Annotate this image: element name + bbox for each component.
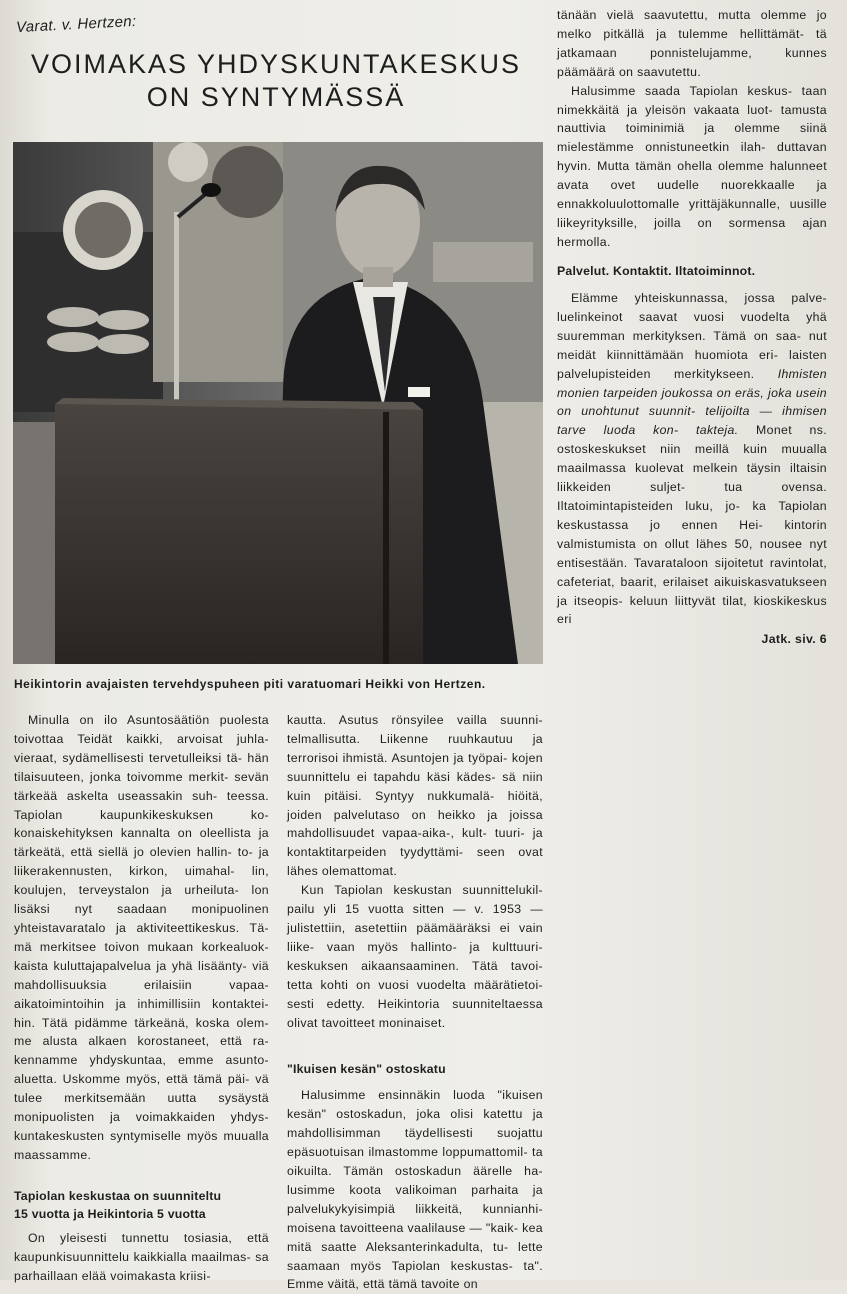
col-b-paragraph-3: Halusimme ensinnäkin luoda "ikuisen kesän" ostoskadun, joka olisi katettu ja mahdollisimman täydellisesti suojattu epäsuotuisan ilmastomme loppumattomil- ta oikuilta. Tämän ostoskadun äärelle ha- lusimme koota valikoiman parhaita ja palvelukykyisimpiä liikkeitä, kunnianhi- moisena tavoitteena vaalilause — "kaik- kea mitä saatte Aleksanterinkadulta, tu- lette saamaan myös Tapiolan keskustas- ta". Emme väitä, että tämä tavoite on <box>287 1088 543 1292</box>
col-b-paragraph-1: kautta. Asutus rönsyilee vailla suunni- telmallisutta. Liikenne ruuhkautuu ja terrorisoi ihmistä. Asuntojen ja työpai- kojen suunnittelu ei tapahdu käsi kädes- sä niin kuin pitäisi. Syntyy nukkumalä- hiöitä, joiden palvelutaso on heikko ja joissa mahdollisuudet vapaa-aika-, kult- tuuri- ja kontaktitarpeiden tyydyttämi- seen ovat lähes olemattomat. <box>287 713 543 879</box>
column-a <box>14 711 269 1285</box>
continued-on-page: Jatk. siv. 6 <box>761 632 827 647</box>
right-paragraph-2: Halusimme saada Tapiolan keskus- taan nimekkäitä ja yleisön vakaata luot- tamusta nauttivia toiminimiä ja olemme siinä mielestämme onnistuneetkin ilah- duttavan hyvin. Mutta tämän ohella olemme halunneet avata ovet uudelle nuorekkaalle ja ennakkoluulottomalle yrittäjäkunnalle, uusille liikeyrityksille, joilla on sormensa ajan hermolla. <box>557 83 827 249</box>
column-b <box>287 711 543 1294</box>
section-heading-shopping-street: "Ikuisen kesän" ostoskatu <box>287 1062 446 1077</box>
speaker-photo <box>13 142 543 664</box>
right-column-top <box>557 6 827 252</box>
headline-line-2: ON SYNTYMÄSSÄ <box>146 82 406 112</box>
services-text-end: Monet ns. ostoskeskukset niin meillä kuin muualla maailmassa kuolevat melkein täysin iltaisin liikkeiden suljet- tua ovensa. Iltatoimintapisteiden luku, jo- ka Tapiolan keskustassa jo ennen Hei- kintorin valmistumista on ollut lähes 50, nousee nyt entisestään. Tavarataloon sijoitetut ravintolat, cafeteriat, baarit, erilaiset aikuiskasvatukseen ja itseopis- keluun liittyvät tilat, kioskikeskus eri <box>557 423 827 627</box>
byline: Varat. v. Hertzen: <box>15 12 137 37</box>
headline-line-1: VOIMAKAS YHDYSKUNTAKESKUS <box>30 49 522 79</box>
services-text-italic: Ihmisten monien tarpeiden joukossa on eräs, joka usein on unohtunut suunnit- telijoilta — ihmisen tarve luoda kon- takteja. <box>557 366 827 438</box>
section-heading-planning-line-1: Tapiolan keskustaa on suunniteltu <box>14 1188 222 1203</box>
section-heading-planning <box>14 1187 269 1223</box>
col-a-paragraph-2: On yleisesti tunnettu tosiasia, että kaupunkisuunnittelu kaikkialla maailmas- sa parhaillaan elää voimakasta kriisi- <box>14 1230 269 1283</box>
section-heading-services: Palvelut. Kontaktit. Iltatoiminnot. <box>557 264 756 278</box>
right-paragraph-3 <box>557 289 827 629</box>
section-heading-planning-line-2: 15 vuotta ja Heikintoria 5 vuotta <box>14 1206 206 1221</box>
col-b-paragraph-2: Kun Tapiolan keskustan suunnittelukil- pailu yli 15 vuotta sitten — v. 1953 — julistettiin, asetettiin päämääräksi ei vain liike- vaan myös hallinto- ja kulttuuri- keskuksen aikaansaaminen. Tätä tavoi- tetta kohti on vuosi vuodelta määrätietoi- sesti edetty. Heikintoria suunniteltaessa olivat tavoitteet moninaiset. <box>287 883 543 1030</box>
services-text-start: Elämme yhteiskunnassa, jossa palve- luelinkeinot saavat vuosi vuodelta yhä suuremman merkityksen. Tämä on saa- nut meidät kiinnittämään huomiota eri- laisten palvelupisteiden merkitykseen. <box>557 291 827 381</box>
headline <box>16 48 536 114</box>
right-column-lower <box>557 262 827 649</box>
col-a-paragraph-1: Minulla on ilo Asuntosäätiön puolesta toivottaa Teidät kaikki, arvoisat juhla- vieraat, sydämellisesti tervetulleiksi tä- hän tilaisuuteen, jonka toivomme merkit- sevän tärkeää askelta useassakin suh- teessa. Tapiolan kaupunkikeskuksen ko- konaiskehityksen kannalta on oleellista ja tärkeätä, että siellä jo olevien hallin- to- ja liikerakennusten, kirkon, uimahal- lin, koulujen, terveystalon ja urheiluta- lon lisäksi nyt saadaan monipuolinen yhteistavaratalo ja aktiviteettikeskus. Tä- mä merkitsee toivon mukaan korkealuok- kaista kuluttajapalvelua ja yhä lisäänty- viä mahdollisuuksia erilaisiin vapaa- aikatoimintoihin ja inhimillisiin kontaktei- hin. Tätä pidämme tärkeänä, koska olem- me alusta alkaen korostaneet, että ra- kennamme yhdyskuntaa, emme asunto- aluetta. Uskomme myös, että tämä päi- vä tulee merkitsemään uutta sysäystä monipuolisten ja voimakkaiden yhdys- kuntakeskusten syntymiselle myös muualla maassamme. <box>14 713 269 1162</box>
photo-caption: Heikintorin avajaisten tervehdyspuheen piti varatuomari Heikki von Hertzen. <box>14 677 486 691</box>
right-paragraph-1: tänään vielä saavutettu, mutta olemme jo melko pitkällä ja tulemme hellittämät- tä jatkamaan ponnistelujamme, kunnes päämäärä on saavutettu. <box>557 8 827 79</box>
speaker-photo-illustration <box>13 142 543 664</box>
